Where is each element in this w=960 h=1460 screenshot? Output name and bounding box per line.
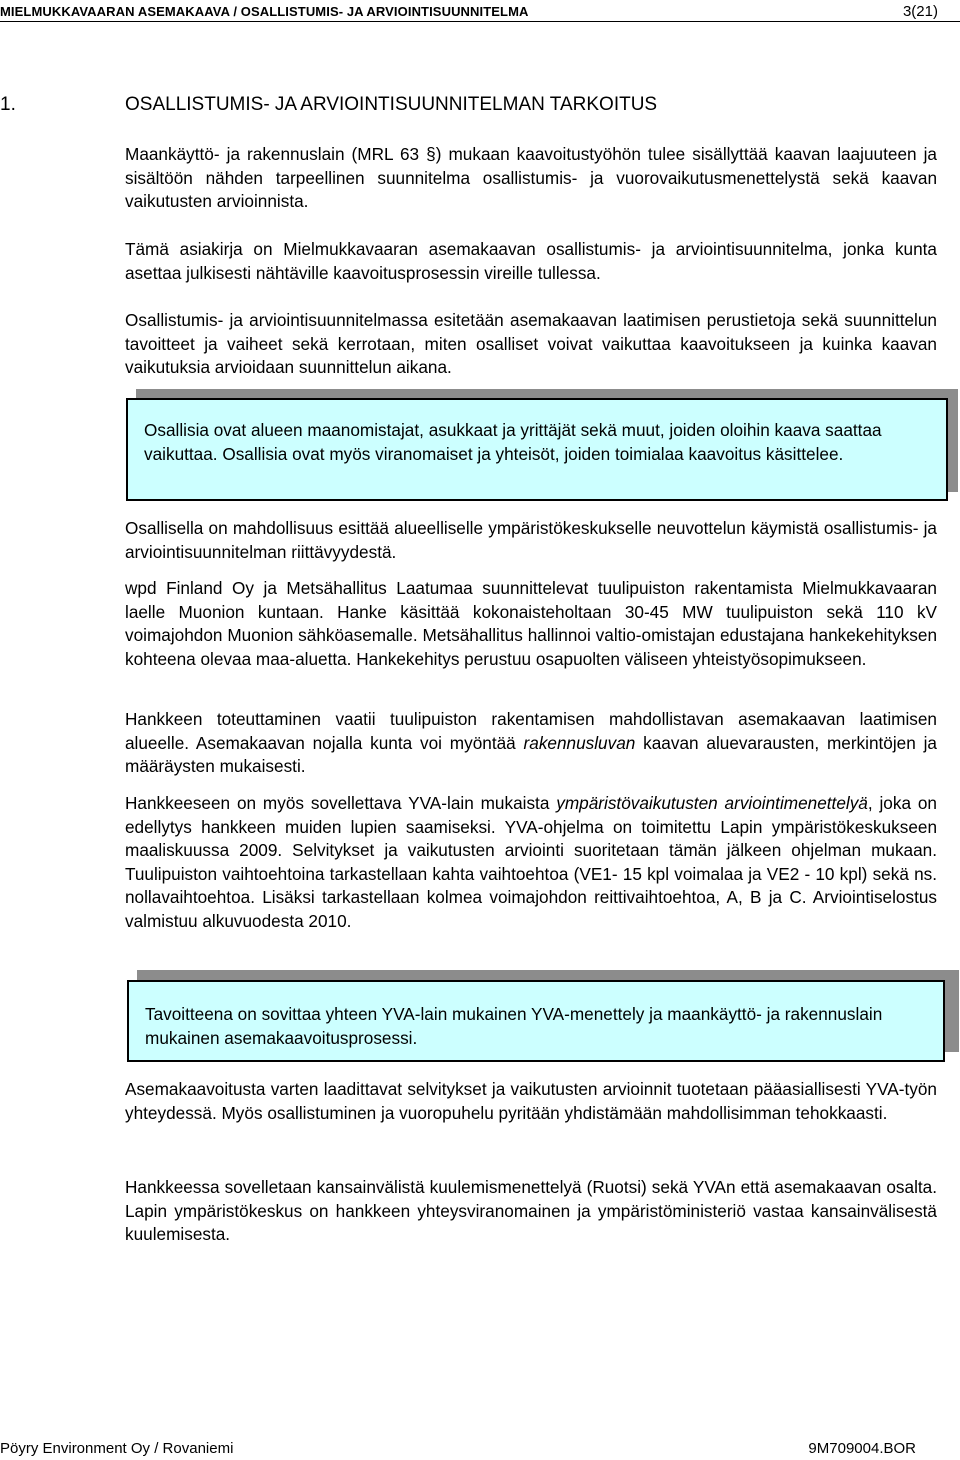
- emphasis: ympäristövaikutusten arviointimenettelyä: [556, 793, 868, 813]
- paragraph-text: [125, 708, 937, 779]
- callout-text: Osallisia ovat alueen maanomistajat, asukkaat ja yrittäjät sekä muut, joiden oloihin kaava saattaa vaikuttaa. Osallisia ovat myös viranomaiset ja yhteisöt, joiden toimialaa kaavoitus käsittelee.: [144, 420, 882, 464]
- paragraph: [125, 1176, 937, 1247]
- paragraph: [125, 1078, 937, 1125]
- paragraph: [125, 517, 937, 564]
- paragraph-text: Maankäyttö- ja rakennuslain (MRL 63 §) mukaan kaavoitustyöhön tulee sisällyttää kaavan laajuuteen ja sisältöön nähden tarpeellinen suunnitelma osallistumis- ja vuorovaikutusmenettelystä sekä kaavan vaikutusten arvioinnista.: [125, 144, 937, 211]
- section-title: OSALLISTUMIS- JA ARVIOINTISUUNNITELMAN TARKOITUS: [125, 94, 658, 115]
- emphasis: rakennusluvan: [523, 732, 636, 753]
- paragraph-text: wpd Finland Oy ja Metsähallitus Laatumaa suunnittelevat tuulipuiston rakentamista Mielmukkavaaran laelle Muonion kuntaan. Hanke käsittää kokonaisteholtaan 30-45 MW tuulipuiston sekä 110 kV voimajohdon Muonion sähköasemalle. Metsähallitus hallinnoi valtio-omistajan edustajana hankekehityksen kohteena olevaa maa-aluetta. Hankekehitys perustuu osapuolten väliseen yhteistyösopimukseen.: [125, 578, 937, 669]
- paragraph-text: [125, 792, 937, 933]
- paragraph: [125, 708, 937, 779]
- header-divider: [0, 21, 960, 22]
- text-run: , joka on edellytys hankkeen muiden lupien saamiseksi. YVA-ohjelma on toimitettu Lapin ympäristökeskukseen maaliskuussa 2009. Selvitykset ja vaikutusten arviointi suoritetaan tämän jälkeen ohjelman mukaan. Tuulipuiston vaihtoehtoina tarkastellaan kahta vaihtoehtoa (VE1- 15 kpl voimalaa ja VE2 - 10 kpl) sekä ns. nollavaihtoehtoa. Lisäksi tarkastellaan kolmea voimajohdon reittivaihtoehtoa, A, B ja C. Arviointiselostus valmistuu alkuvuodesta 2010.: [125, 793, 937, 931]
- paragraph-text: Tämä asiakirja on Mielmukkavaaran asemakaavan osallistumis- ja arviointisuunnitelma, jonka kunta asettaa julkisesti nähtäville kaavoitusprosessin vireille tullessa.: [125, 239, 937, 283]
- paragraph-text: Osallisella on mahdollisuus esittää alueelliselle ympäristökeskukselle neuvottelun käymistä osallistumis- ja arviointisuunnitelman riittävyydestä.: [125, 518, 937, 562]
- text-run: Hankkeen toteuttaminen vaatii tuulipuiston rakentamisen mahdollistavan asemakaavan laatimisen alueelle. Asemakaavan nojalla kunta voi myöntää: [125, 709, 937, 753]
- page-number: 3(21): [902, 3, 938, 20]
- paragraph-text: Asemakaavoitusta varten laadittavat selvitykset ja vaikutusten arvioinnit tuotetaan pääasiallisesti YVA-työn yhteydessä. Myös osallistuminen ja vuoropuhelu pyritään yhdistämään mahdollisimman tehokkaasti.: [125, 1079, 937, 1123]
- footer-document-code: 9M709004.BOR: [808, 1440, 916, 1457]
- callout-box-goal: [127, 980, 945, 1062]
- footer-company: Pöyry Environment Oy / Rovaniemi: [0, 1440, 234, 1457]
- document-title: MIELMUKKAVAARAN ASEMAKAAVA / OSALLISTUMIS- JA ARVIOINTISUUNNITELMA: [0, 4, 529, 19]
- text-run: kaavan aluevarausten, merkintöjen ja määräysten mukaisesti.: [125, 732, 937, 776]
- paragraph: [125, 309, 937, 380]
- paragraph-text: Hankkeessa sovelletaan kansainvälistä kuulemismenettelyä (Ruotsi) sekä YVAn että asemakaavan osalta. Lapin ympäristökeskus on hankkeen yhteysviranomainen ja ympäristöministeriö vastaa kansainvälisestä kuulemisesta.: [125, 1177, 937, 1244]
- callout-text: Tavoitteena on sovittaa yhteen YVA-lain mukainen YVA-menettely ja maankäyttö- ja rakennuslain mukainen asemakaavoitusprosessi.: [145, 1004, 883, 1048]
- text-run: Hankkeeseen on myös sovellettava YVA-lain mukaista: [125, 793, 557, 813]
- paragraph: [125, 143, 937, 214]
- section-number: 1.: [0, 94, 16, 115]
- paragraph-text: Osallistumis- ja arviointisuunnitelmassa esitetään asemakaavan laatimisen perustietoja sekä suunnittelun tavoitteet ja vaiheet sekä kerrotaan, miten osalliset voivat vaikuttaa kaavoitukseen ja kuinka kaavan vaikutuksia arvioidaan suunnittelun aikana.: [125, 310, 937, 377]
- paragraph: [125, 238, 937, 285]
- callout-box-stakeholders: [126, 398, 948, 501]
- paragraph: [125, 792, 937, 933]
- paragraph: [125, 577, 937, 671]
